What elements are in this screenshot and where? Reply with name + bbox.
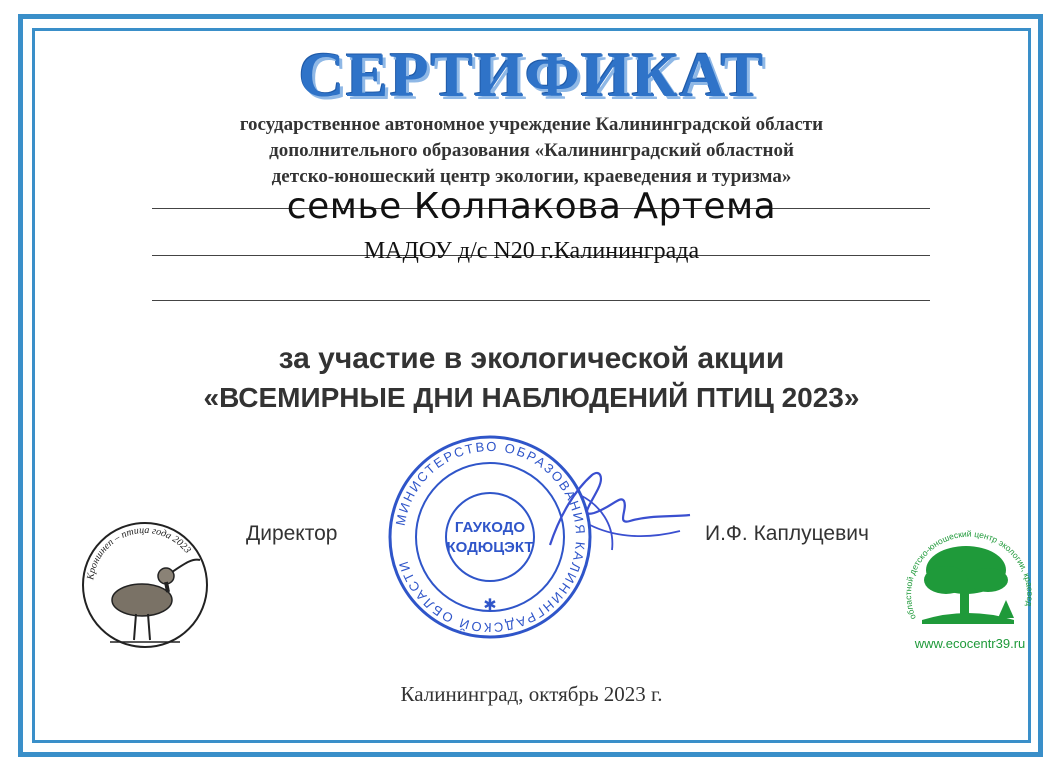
recipient-institution: МАДОУ д/с N20 г.Калининграда xyxy=(363,238,700,264)
organization-line-3: детско-юношеский центр экологии, краеведения и туризма» xyxy=(271,166,792,187)
stamp-center-line-2: КОДЮЦЭКТ xyxy=(446,539,534,556)
reason-line-1: за участие в экологической акции xyxy=(278,342,785,375)
eco-url: www.ecocentr39.ru xyxy=(914,636,1026,651)
curlew-body-icon xyxy=(112,584,172,616)
blank-line-3 xyxy=(152,300,930,301)
director-name: И.Ф. Каплуцевич xyxy=(705,522,869,545)
stamp-ring-text: МИНИСТЕРСТВО ОБРАЗОВАНИЯ КАЛИНИНГРАДСКОЙ ОБЛАСТИ xyxy=(392,438,589,636)
place-and-date: Калининград, октябрь 2023 г. xyxy=(400,682,663,706)
ecocentre-logo xyxy=(899,502,1036,660)
director-label: Директор xyxy=(246,522,338,545)
stamp-star-icon: ✱ xyxy=(483,597,497,614)
tree-icon xyxy=(922,546,1014,624)
bird-logo-caption: Кроншнеп – птица года 2023 xyxy=(85,524,193,581)
recipient-name: семье Колпакова Артема xyxy=(286,186,777,227)
director-signature xyxy=(520,455,700,575)
reason-line-2: «ВСЕМИРНЫЕ ДНИ НАБЛЮДЕНИЙ ПТИЦ 2023» xyxy=(203,382,860,413)
eco-ring-text: областной детско-юношеский центр экологии, краеведения и туризма xyxy=(899,502,1036,622)
certificate-title: СЕРТИФИКАТ xyxy=(298,39,765,110)
stamp-center-line-1: ГАУКОДО xyxy=(454,519,526,536)
bird-of-year-logo xyxy=(80,520,210,650)
organization-line-2: дополнительного образования «Калининградский областной xyxy=(269,140,794,161)
organization-line-1: государственное автономное учреждение Калининградской области xyxy=(239,114,824,135)
